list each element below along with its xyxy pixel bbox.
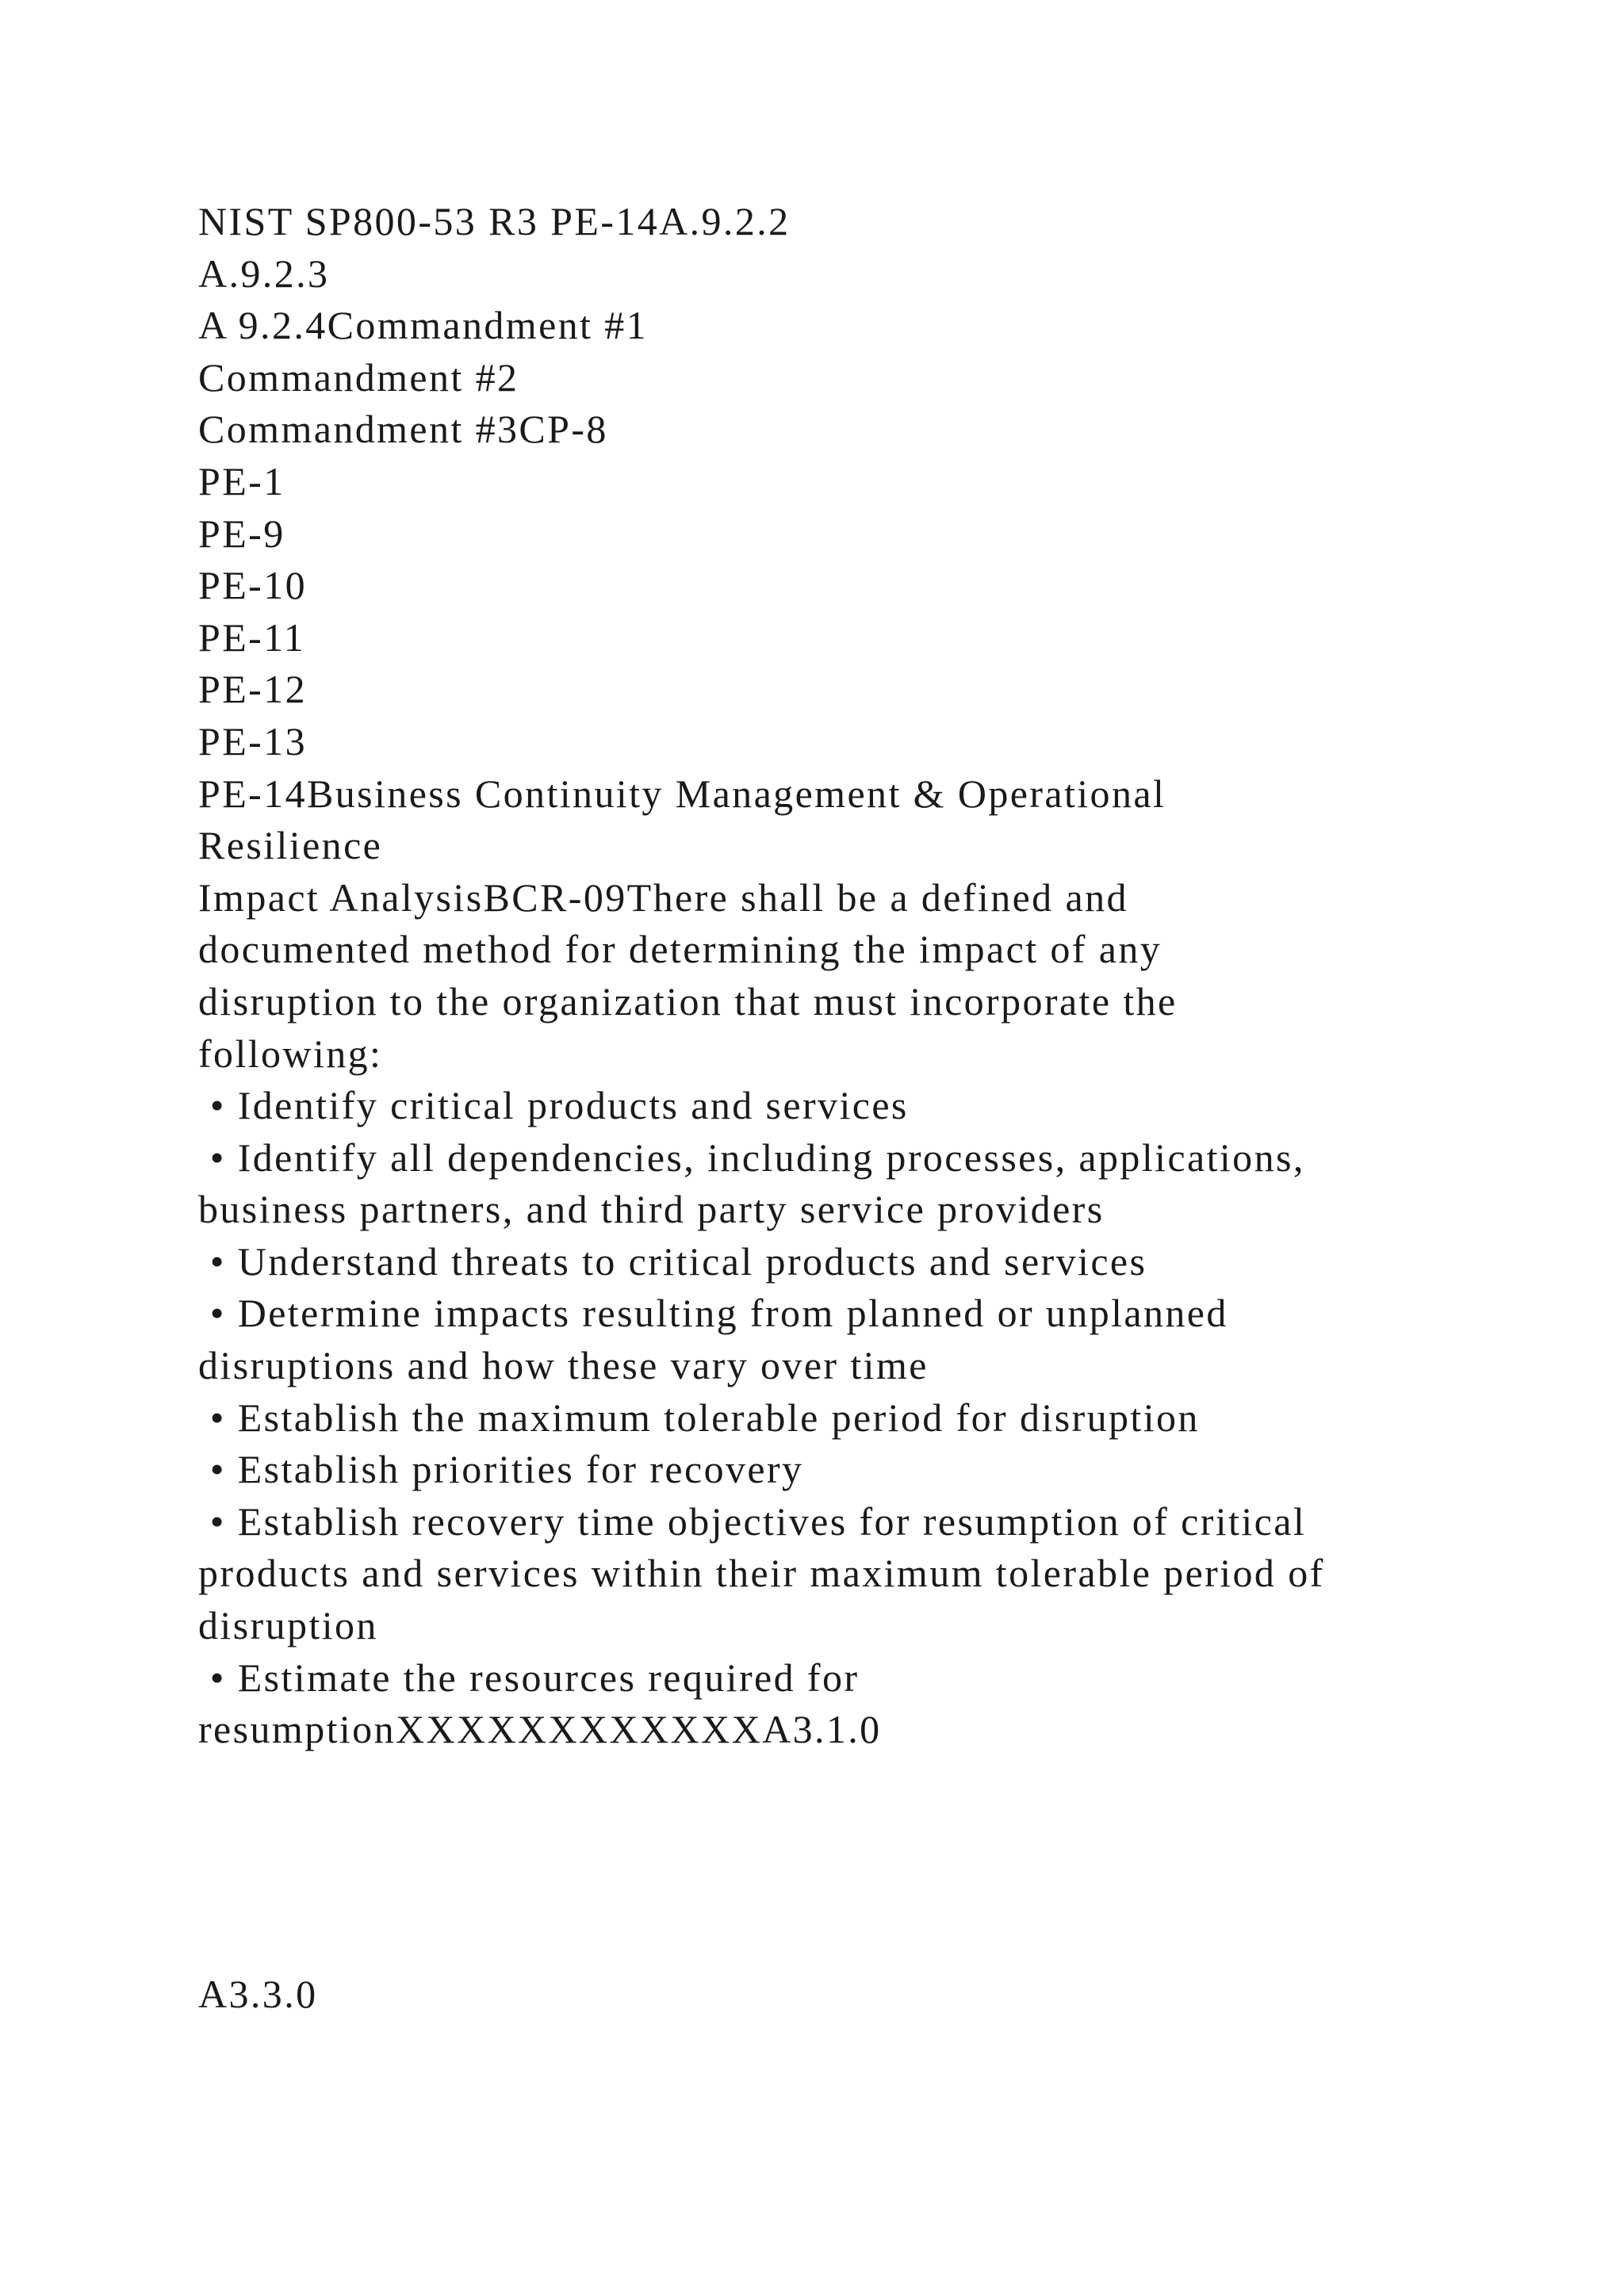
text-line: business partners, and third party service providers [198, 1187, 1105, 1232]
text-line: disruption [198, 1603, 378, 1648]
text-line: A.9.2.3 [198, 251, 330, 296]
bullet-line: • Identify all dependencies, including processes, applications, [198, 1135, 1305, 1180]
text-line: resumptionXXXXXXXXXXXXA3.1.0 [198, 1707, 882, 1752]
text-line: following: [198, 1031, 383, 1076]
bullet-line: • Estimate the resources required for [198, 1655, 860, 1700]
text-line: Impact AnalysisBCR-09There shall be a defined and [198, 874, 1128, 920]
text-line: documented method for determining the impact of any [198, 927, 1162, 972]
text-line: PE-12 [198, 667, 307, 712]
bullet-line: • Determine impacts resulting from planned or unplanned [198, 1291, 1228, 1336]
bullet-line: • Understand threats to critical products and services [198, 1238, 1147, 1284]
bullet-line: • Establish the maximum tolerable period for disruption [198, 1395, 1200, 1440]
document-body [198, 196, 1467, 1756]
text-line: Commandment #2 [198, 354, 519, 400]
text-line: PE-14Business Continuity Management & Operational [198, 771, 1166, 816]
text-line: products and services within their maximum tolerable period of [198, 1551, 1325, 1596]
text-line: disruption to the organization that must incorporate the [198, 978, 1178, 1024]
text-line: Resilience [198, 823, 383, 868]
text-line: Commandment #3CP-8 [198, 407, 608, 452]
text-line: PE-1 [198, 458, 285, 503]
text-line: NIST SP800-53 R3 PE-14A.9.2.2 [198, 199, 791, 243]
tail-text: A3.3.0 [198, 1972, 318, 2016]
text-line: disruptions and how these vary over time [198, 1343, 929, 1388]
text-line: PE-9 [198, 511, 285, 556]
text-line: A 9.2.4Commandment #1 [198, 303, 649, 348]
text-line: PE-10 [198, 563, 307, 608]
bullet-line: • Establish recovery time objectives for resumption of critical [198, 1498, 1307, 1544]
bullet-line: • Establish priorities for recovery [198, 1447, 804, 1492]
bullet-line: • Identify critical products and services [198, 1083, 909, 1128]
text-line: PE-11 [198, 614, 306, 660]
text-line: PE-13 [198, 718, 307, 763]
